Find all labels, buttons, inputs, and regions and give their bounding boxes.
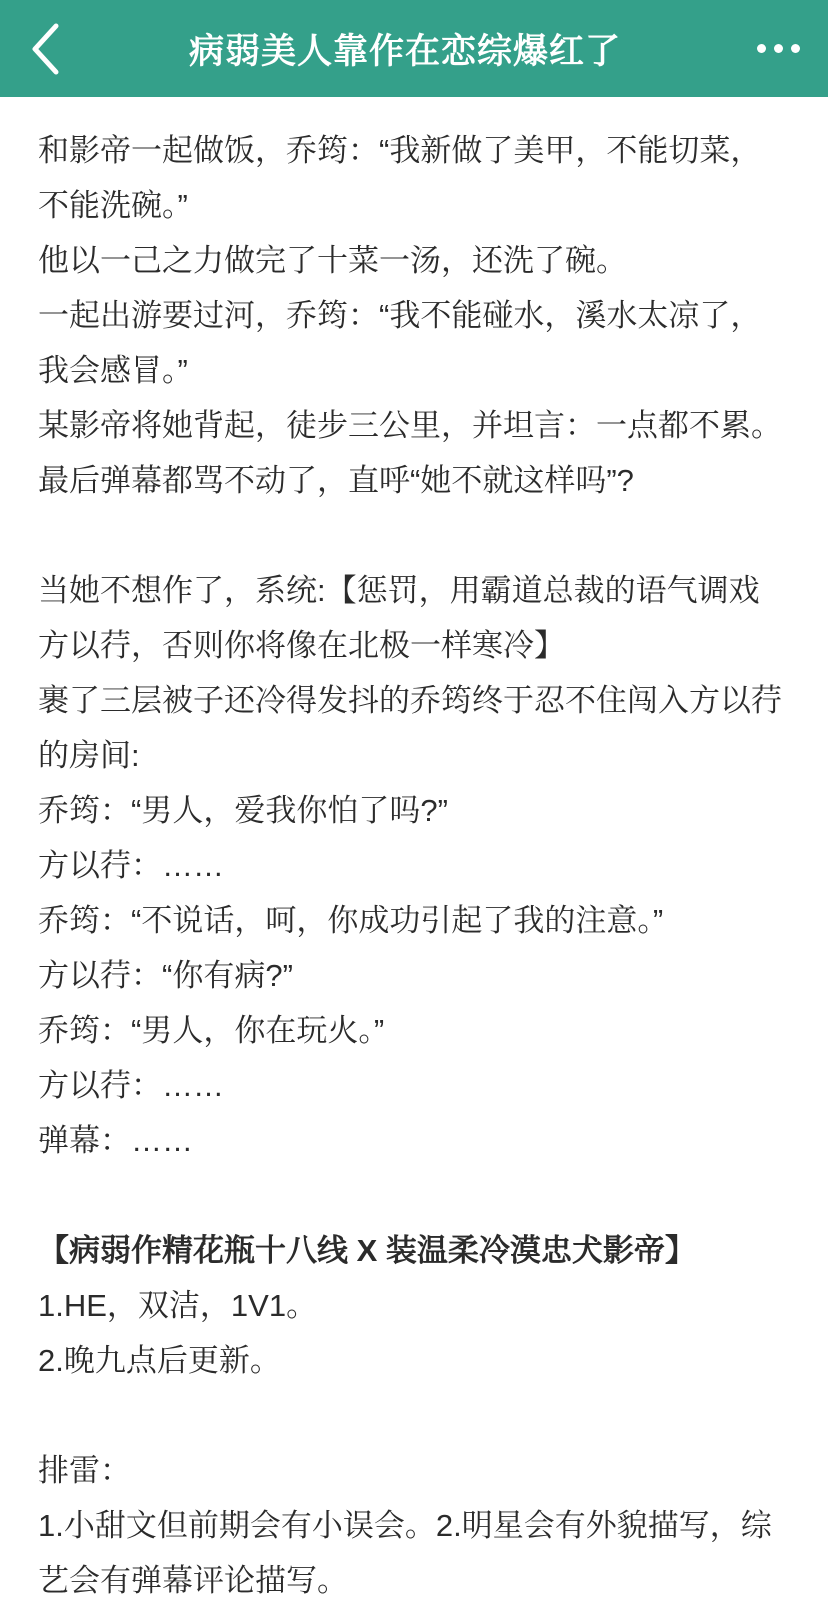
- page-title: 病弱美人靠作在恋综爆红了: [188, 31, 621, 71]
- paragraph: 1.HE，双洁，1V1。: [38, 1288, 318, 1323]
- paragraph: 方以荇：……: [38, 1068, 224, 1103]
- paragraph: 方以荇：……: [38, 848, 224, 883]
- chevron-left-icon: [29, 21, 63, 77]
- paragraph: 2.晚九点后更新。: [38, 1343, 281, 1378]
- paragraph: 某影帝将她背起，徒步三公里，并坦言：一点都不累。: [38, 408, 782, 443]
- paragraph: 最后弹幕都骂不动了，直呼“她不就这样吗”?: [38, 463, 634, 498]
- paragraph: 裹了三层被子还冷得发抖的乔筠终于忍不住闯入方以荇的房间:: [38, 683, 782, 773]
- paragraph-spacer: [38, 1388, 790, 1443]
- paragraph: 一起出游要过河，乔筠：“我不能碰水，溪水太凉了，我会感冒。”: [38, 298, 762, 388]
- paragraph: 乔筠：“男人，你在玩火。”: [38, 1013, 385, 1048]
- app-header: [0, 0, 828, 97]
- back-button[interactable]: [0, 0, 92, 97]
- paragraph: 乔筠：“不说话，呵，你成功引起了我的注意。”: [38, 903, 664, 938]
- paragraph-spacer: [38, 508, 790, 563]
- paragraph: 他以一己之力做完了十菜一汤，还洗了碗。: [38, 243, 627, 278]
- paragraph: 方以荇：“你有病?”: [38, 958, 293, 993]
- paragraph: 乔筠：“男人，爱我你怕了吗?”: [38, 793, 448, 828]
- paragraph: 排雷：: [38, 1453, 131, 1488]
- paragraph: 弹幕：……: [38, 1123, 193, 1158]
- novel-description-body: [0, 97, 828, 1603]
- more-options-button[interactable]: [728, 0, 828, 97]
- tagline: 【病弱作精花瓶十八线 X 装温柔冷漠忠犬影帝】: [38, 1233, 696, 1268]
- paragraph: 1.小甜文但前期会有小误会。2.明星会有外貌描写，综艺会有弹幕评论描写。: [38, 1508, 772, 1598]
- paragraph: 和影帝一起做饭，乔筠：“我新做了美甲，不能切菜，不能洗碗。”: [38, 133, 762, 223]
- paragraph: 当她不想作了，系统:【惩罚，用霸道总裁的语气调戏方以荇，否则你将像在北极一样寒冷】: [38, 573, 760, 663]
- more-horizontal-icon: [757, 44, 800, 53]
- paragraph-spacer: [38, 1168, 790, 1223]
